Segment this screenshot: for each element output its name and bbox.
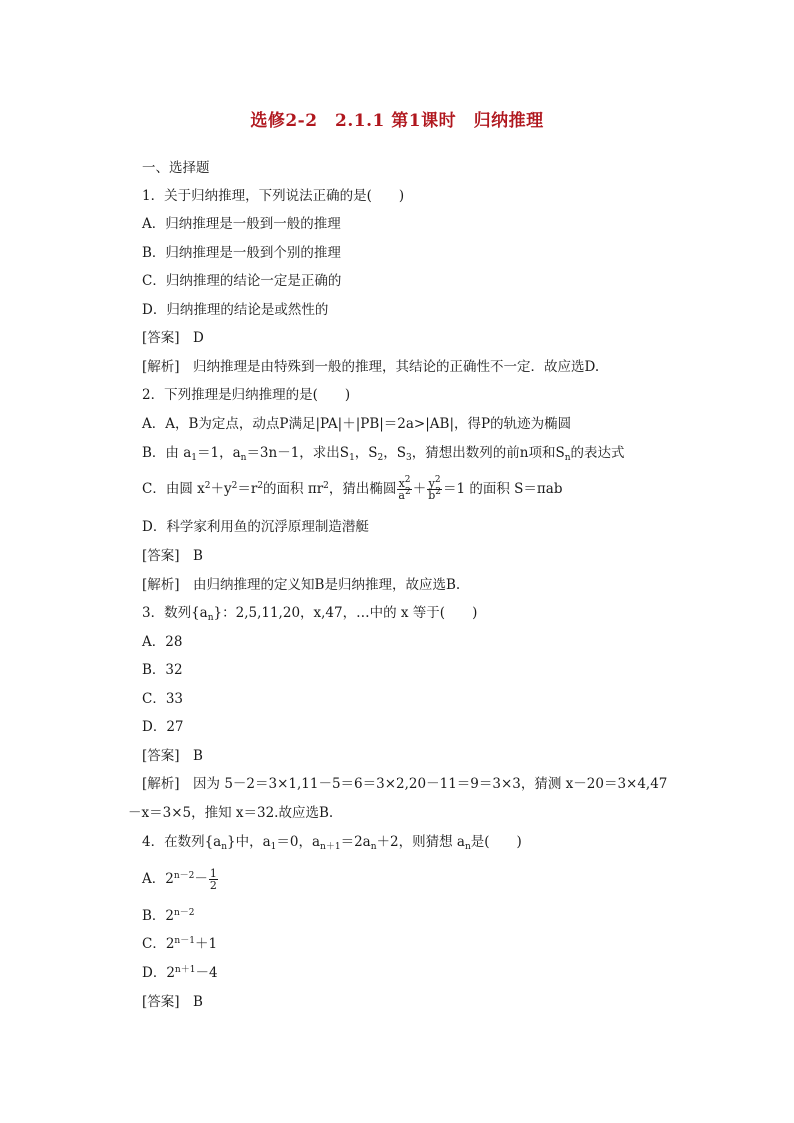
q1-option-c: C．归纳推理的结论一定是正确的	[142, 273, 342, 289]
q3-stem: 3．数列$\{a_n\}$：2,5,11,20，x,47，…中的 x 等于( )	[142, 605, 478, 623]
q1-option-b: B．归纳推理是一般到个别的推理	[142, 245, 341, 261]
q3-analysis-line2: －x＝3×5，推知 x＝32.故应选B.	[128, 805, 334, 821]
q3-option-a: A．28	[142, 634, 183, 650]
q1-analysis: [解析] 归纳推理是由特殊到一般的推理，其结论的正确性不一定．故应选D.	[142, 359, 600, 375]
q3-option-d: D．27	[142, 719, 184, 735]
q1-option-a: A．归纳推理是一般到一般的推理	[142, 216, 341, 232]
q2-option-d: D．科学家利用鱼的沉浮原理制造潜艇	[142, 519, 369, 535]
q2-analysis: [解析] 由归纳推理的定义知B是归纳推理，故应选B.	[142, 577, 461, 593]
q3-option-b: B．32	[142, 662, 183, 678]
q1-option-d: D．归纳推理的结论是或然性的	[142, 302, 329, 318]
q2-answer: [答案] B	[142, 548, 203, 564]
q3-option-c: C．33	[142, 691, 184, 707]
q2-option-c: C．由圆 $x^2+y^2=r^2$的面积 $\pi r^2$，猜出椭圆 $\frac{x^2}{a^2}$ ＋ $\frac{y^2}{b^2}$ ＝1 的面积 S＝πab	[142, 475, 563, 502]
q2-stem: 2．下列推理是归纳推理的是( )	[142, 387, 351, 403]
fraction-x2-a2: $\frac{x^2}{a^2}$	[398, 475, 411, 502]
q1-answer: [答案] D	[142, 330, 204, 346]
q4-option-d: D．$2^{n+1}-4$	[142, 965, 218, 981]
q3-answer: [答案] B	[142, 748, 203, 764]
q2-option-b: B．由 $a_1=1$，$a_n=3n-1$，求出$S_1$，$S_2$，$S_3$，猜想出数列的前n项和$S_n$的表达式	[142, 445, 625, 463]
q2-option-a: A．A，B为定点，动点P满足|PA|＋|PB|＝2a>|AB|，得P的轨迹为椭圆	[142, 416, 572, 432]
q4-answer: [答案] B	[142, 994, 203, 1010]
q4-option-b: B．$2^{n-2}$	[142, 908, 195, 924]
q4-option-c: C．$2^{n-1}+1$	[142, 936, 218, 952]
q1-stem: 1．关于归纳推理，下列说法正确的是( )	[142, 188, 405, 204]
fraction-one-half: $\frac{1}{2}$	[209, 867, 217, 892]
fraction-y2-b2: $\frac{y^2}{b^2}$	[428, 475, 441, 502]
q4-option-a: A．$2^{n-2}-$ $\frac{1}{2}$	[142, 867, 217, 892]
section-heading: 一、选择题	[142, 160, 210, 176]
page-title: 选修2-2 2.1.1 第1课时 归纳推理	[250, 111, 544, 131]
q4-stem: 4．在数列$\{a_n\}$中，$a_1=0$，$a_{n+1}=2a_n+2$，则猜想 $a_n$是( )	[142, 834, 522, 852]
q3-analysis-line1: [解析] 因为 5－2＝3×1,11－5＝6＝3×2,20－11＝9＝3×3，猜测 x－20＝3×4,47	[142, 776, 668, 792]
